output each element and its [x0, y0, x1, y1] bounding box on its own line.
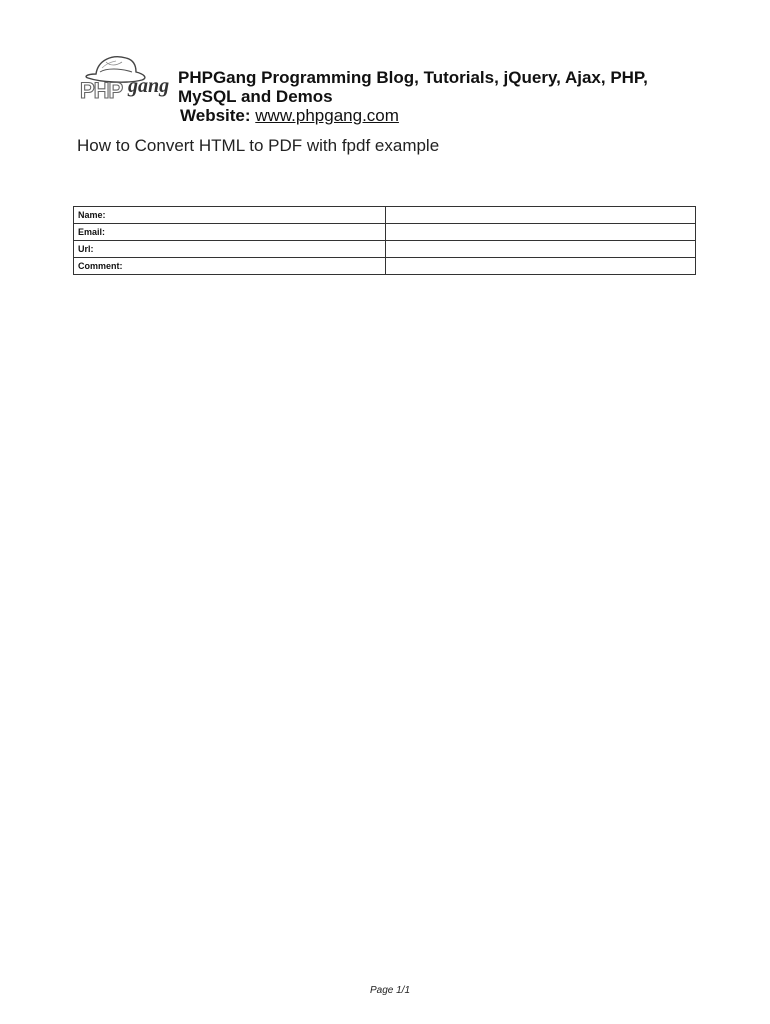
website-link[interactable]: www.phpgang.com: [255, 106, 399, 125]
blog-title-line-1: PHPGang Programming Blog, Tutorials, jQuery, Ajax, PHP,: [178, 68, 648, 87]
svg-text:gang: gang: [128, 75, 170, 97]
email-label-cell: Email:: [74, 224, 386, 241]
table-row: [74, 207, 696, 224]
table-row: [74, 224, 696, 241]
document-heading: How to Convert HTML to PDF with fpdf example: [77, 136, 440, 155]
website-label: Website:: [180, 106, 251, 125]
url-label-cell: Url:: [74, 241, 386, 258]
page-number: Page 1/1: [369, 985, 411, 996]
table-row: [74, 258, 696, 275]
table-row: [74, 241, 696, 258]
phpgang-logo-icon: [76, 48, 188, 110]
svg-text:PHP: PHP: [80, 78, 123, 103]
header-text-block: [178, 68, 708, 125]
email-value-cell: [386, 224, 696, 241]
page-footer: [0, 985, 770, 996]
form-data-table: [73, 206, 696, 275]
website-line: [180, 106, 708, 125]
document-header: [72, 44, 712, 124]
name-value-cell: [386, 207, 696, 224]
blog-title-line-2: MySQL and Demos: [178, 87, 333, 106]
comment-label-cell: Comment:: [74, 258, 386, 275]
url-value-cell: [386, 241, 696, 258]
name-label-cell: Name:: [74, 207, 386, 224]
comment-value-cell: [386, 258, 696, 275]
